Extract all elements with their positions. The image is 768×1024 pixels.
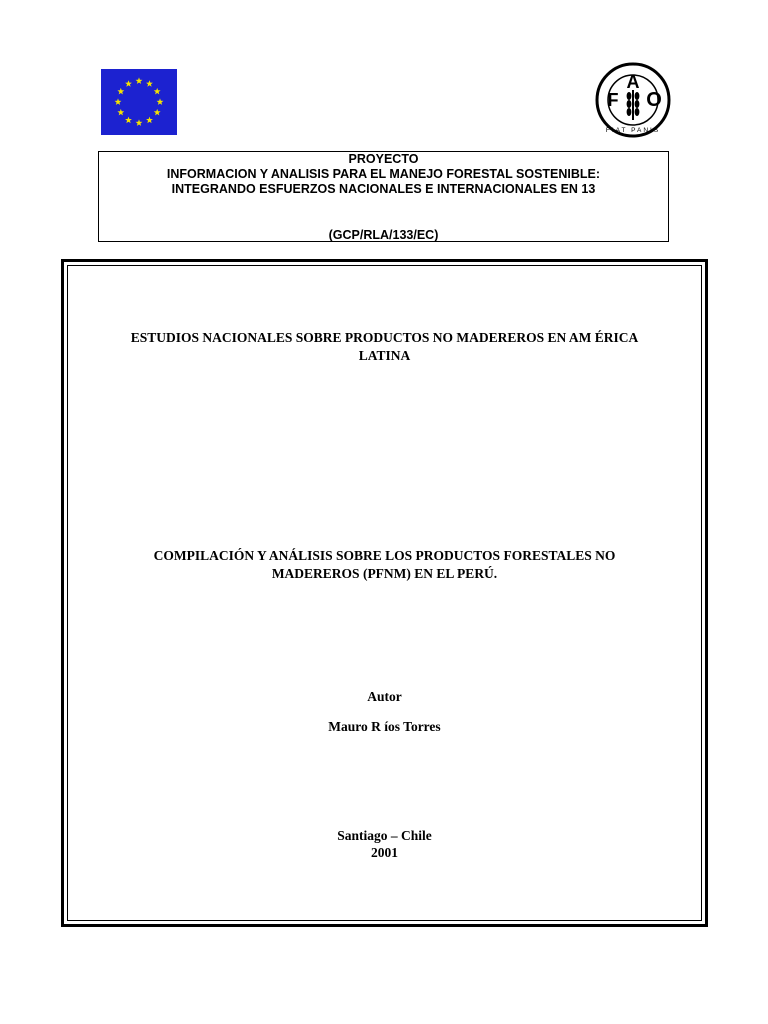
study-title-line1: COMPILACIÓN Y ANÁLISIS SOBRE LOS PRODUCTOS FORESTALES NO — [153, 548, 616, 563]
eu-star-icon — [136, 77, 143, 84]
eu-star-icon — [154, 88, 161, 95]
fao-logo-icon — [595, 62, 671, 138]
svg-text:F: F — [607, 90, 619, 110]
project-label: PROYECTO — [348, 152, 419, 166]
project-header-box — [98, 151, 669, 242]
study-title-line2: MADEREROS (PFNM) EN EL PERÚ. — [271, 566, 498, 581]
eu-star-icon — [146, 117, 153, 124]
series-title-line1: ESTUDIOS NACIONALES SOBRE PRODUCTOS NO MADEREROS EN AM ÉRICA — [130, 330, 639, 345]
eu-star-icon — [117, 109, 124, 116]
year: 2001 — [371, 845, 398, 860]
eu-star-icon — [125, 80, 132, 87]
place: Santiago – Chile — [337, 828, 432, 843]
project-subtitle-line: INTEGRANDO ESFUERZOS NACIONALES E INTERNACIONALES EN 13 — [171, 182, 596, 196]
eu-star-icon — [154, 109, 161, 116]
author-name: Mauro R íos Torres — [328, 719, 441, 734]
eu-star-icon — [115, 98, 122, 105]
project-code: (GCP/RLA/133/EC) — [328, 228, 439, 242]
eu-star-icon — [157, 98, 164, 105]
author-label: Autor — [367, 689, 402, 704]
svg-text:O: O — [646, 89, 662, 111]
eu-flag-icon — [101, 69, 177, 135]
project-title-line: INFORMACION Y ANALISIS PARA EL MANEJO FORESTAL SOSTENIBLE: — [166, 167, 601, 181]
series-title-line2: LATINA — [358, 348, 411, 363]
eu-star-icon — [136, 119, 143, 126]
cover-frame — [61, 259, 708, 927]
svg-text:A: A — [626, 72, 640, 92]
eu-star-icon — [125, 117, 132, 124]
svg-text:FIAT PANIS: FIAT PANIS — [605, 127, 661, 134]
eu-star-icon — [117, 88, 124, 95]
eu-star-icon — [146, 80, 153, 87]
